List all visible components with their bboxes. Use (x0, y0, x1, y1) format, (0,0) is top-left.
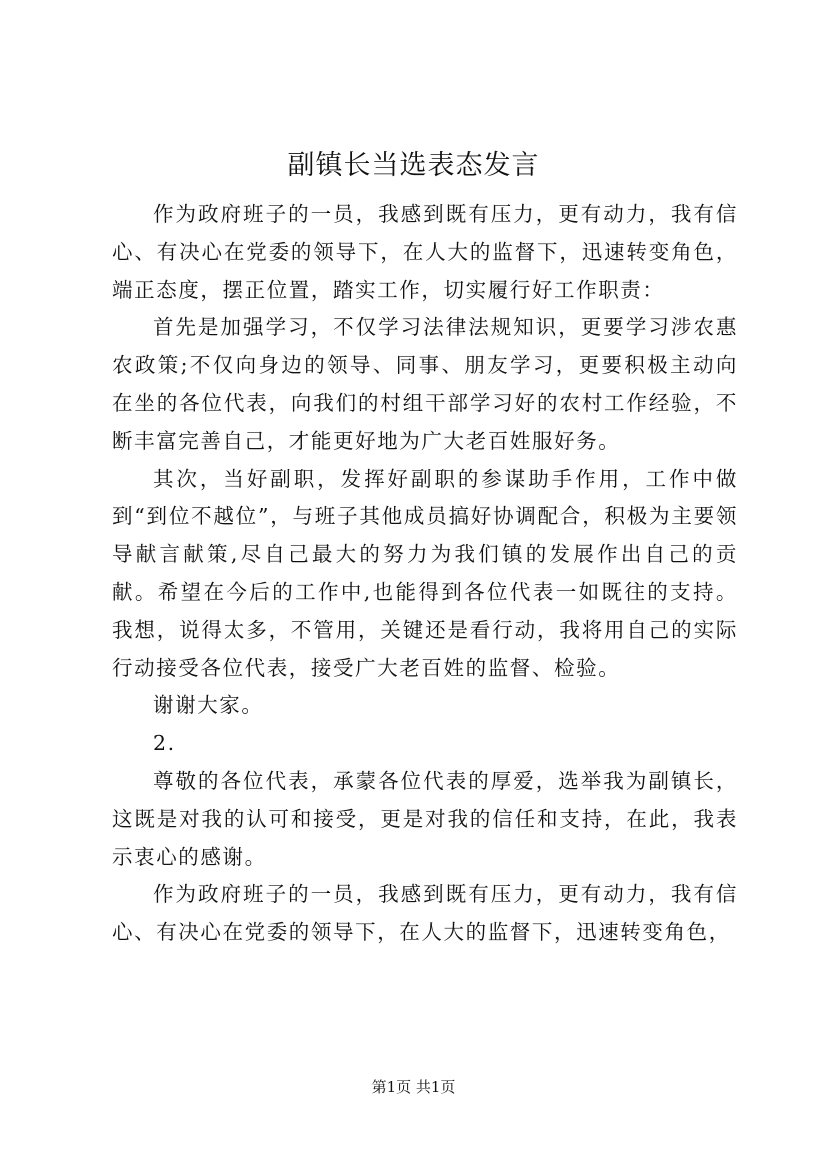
section-number: 2. (153, 731, 176, 756)
paragraph: 谢谢大家。 (153, 693, 264, 718)
paragraph: 作为政府班子的一员，我感到既有压力，更有动力，我有信心、有决心在党委的领导下，在人大的监督下，迅速转变角色，端正态度，摆正位置，踏实工作，切实履行好工作职责： (112, 202, 738, 302)
page-footer (0, 1076, 827, 1098)
paragraph: 其次，当好副职，发挥好副职的参谋助手作用，工作中做到“到位不越位”，与班子其他成员搞好协调配合，积极为主要领导献言献策,尽自己最大的努力为我们镇的发展作出自己的贡献。希望在今后的工作中,也能得到各位代表一如既往的支持。我想，说得太多，不管用，关键还是看行动，我将用自己的实际行动接受各位代表，接受广大老百姓的监督、检验。 (112, 466, 738, 680)
document-body (112, 196, 738, 952)
page-number-label: 第1页 共1页 (371, 1078, 456, 1096)
paragraph: 作为政府班子的一员，我感到既有压力，更有动力，我有信心、有决心在党委的领导下，在人大的监督下，迅速转变角色， (112, 882, 738, 945)
paragraph: 首先是加强学习，不仅学习法律法规知识，更要学习涉农惠农政策;不仅向身边的领导、同事、朋友学习，更要积极主动向在坐的各位代表，向我们的村组干部学习好的农村工作经验，不断丰富完善自己，才能更好地为广大老百姓服好务。 (112, 315, 738, 453)
paragraph: 尊敬的各位代表，承蒙各位代表的厚爱，选举我为副镇长，这既是对我的认可和接受，更是对我的信任和支持，在此，我表示衷心的感谢。 (112, 768, 738, 869)
document-title: 副镇长当选表态发言 (287, 150, 540, 181)
